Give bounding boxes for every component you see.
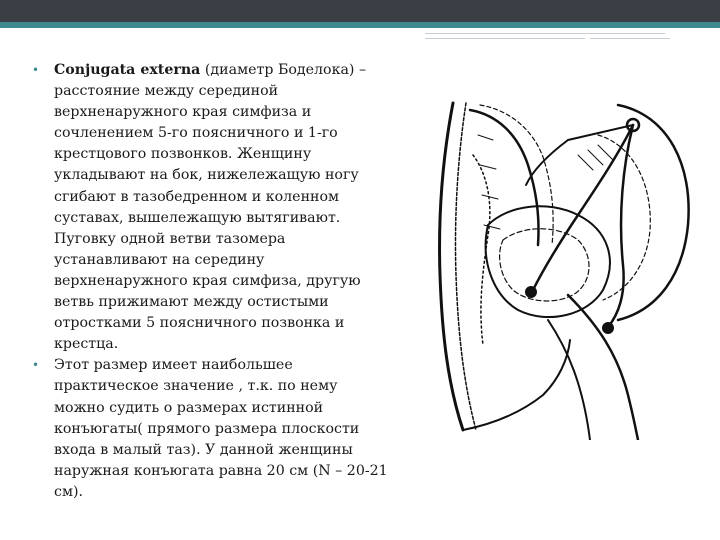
bullet-item <box>30 355 390 503</box>
decorative-line <box>425 38 585 39</box>
accent-bar <box>0 22 720 28</box>
decorative-line <box>425 33 665 34</box>
bullet-icon: • <box>32 358 40 373</box>
decorative-line <box>590 38 670 39</box>
bullet-item <box>30 60 390 355</box>
bullet-text: (диаметр Боделока) – расстояние между серединой верхненаружного края симфиза и сочленением 5-го поясничного и 1-го крестцового позвонков. Женщину укладывают на бок, нижележащую ногу сгибают в тазобедренном и коленном суставах, вышележащую вытягивают. Пуговку одной ветви тазомера устанавливают на середину верхненаружного края симфиза, другую ветвь прижимают между остистыми отростками 5 поясничного позвонка и крестца. <box>54 62 367 353</box>
title-bar <box>0 0 720 22</box>
bullet-term: Conjugata externa <box>54 62 201 78</box>
bullet-text: Этот размер имеет наибольшее практическое значение , т.к. по нему можно судить о размерах истинной конъюгаты( прямого размера плоскости входа в малый таз). У данной женщины наружная конъюгата равна 20 см (N – 20-21 см). <box>54 357 388 500</box>
pelvimeter-measurement-illustration <box>418 95 703 440</box>
slide-body <box>30 60 390 503</box>
bullet-icon: • <box>32 63 40 77</box>
